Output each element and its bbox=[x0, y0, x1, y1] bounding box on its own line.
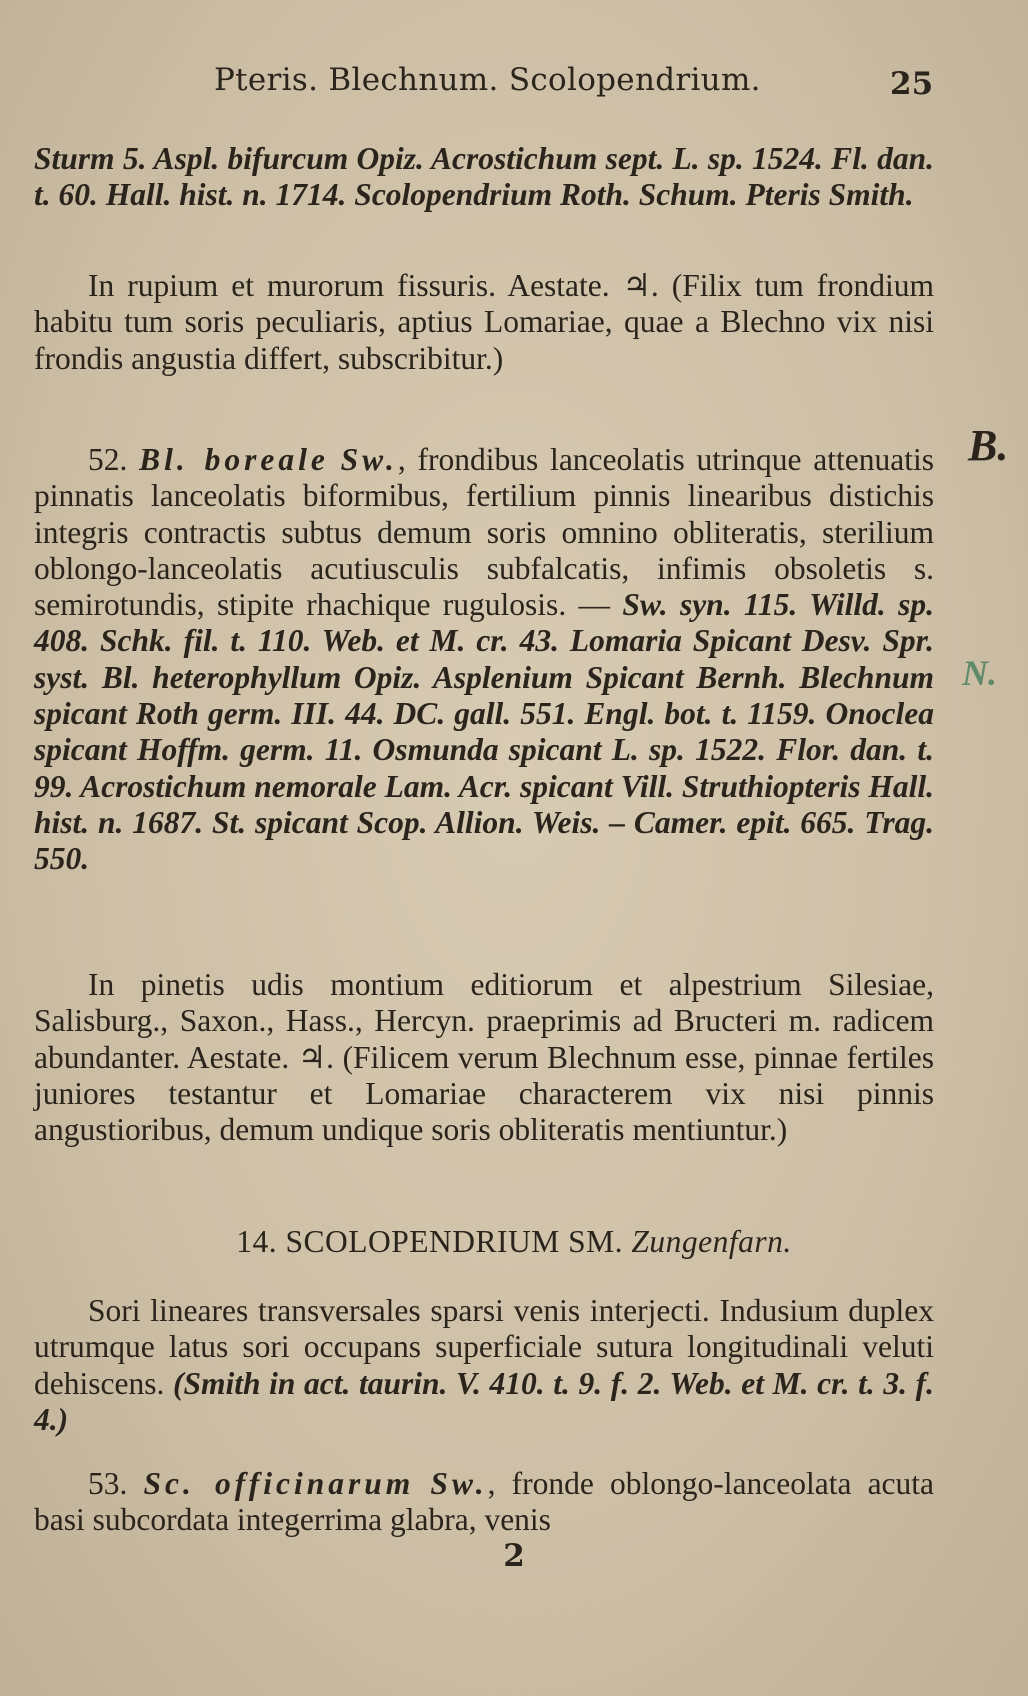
genus-description bbox=[34, 1293, 934, 1438]
page-header bbox=[0, 62, 1028, 106]
species-author: Sw. bbox=[430, 1466, 488, 1501]
signature-mark: 2 bbox=[503, 1538, 525, 1574]
species-synonymy: Sw. syn. 115. Willd. sp. 408. Schk. fil. t. 110. Web. et M. cr. 43. Lomaria Spicant Desv. Spr. syst. Bl. heterophyllum Opiz. Asplenium Spicant Bernh. Blechnum spicant Roth germ. III. 44. DC. gall. 551. Engl. bot. t. 1159. Onoclea spicant Hoffm. germ. 11. Osmunda spicant L. sp. 1522. Flor. dan. t. 99. Acrostichum nemorale Lam. Acr. spicant Vill. Struthiopteris Hall. hist. n. 1687. St. spicant Scop. Allion. Weis. – Camer. epit. 665. Trag. 550. bbox=[34, 587, 935, 877]
species-diagnosis: , frondibus lanceolatis utrinque attenuatis pinnatis lanceolatis biformibus, fertilium pinnis linearibus distichis integris contractis subtus demum soris omnino obliteratis, sterilium oblongo-lanceolatis acutiusculis subfalcatis, infimis obsoletis s. semirotundis, stipite rhachique rugulosis. — bbox=[34, 442, 935, 623]
genus-description-paragraph bbox=[34, 1293, 934, 1438]
habitat-block-2 bbox=[34, 967, 934, 1148]
species-entry-53 bbox=[34, 1466, 934, 1539]
genus-description-text: Sori lineares transversales sparsi venis interjecti. Indusium duplex utrumque latus sori occupans superficiale sutura longitudinali veluti dehiscens. bbox=[34, 1293, 934, 1401]
species-name: Sc. officinarum bbox=[143, 1466, 415, 1501]
genus-heading-main: 14. SCOLOPENDRIUM SM. bbox=[236, 1224, 624, 1259]
synonymy-block-1 bbox=[34, 141, 934, 214]
genus-reference: (Smith in act. taurin. V. 410. t. 9. f. 2. Web. et M. cr. t. 3. f. 4.) bbox=[34, 1365, 934, 1437]
species-number: 53. bbox=[88, 1466, 128, 1501]
species-entry-52 bbox=[34, 442, 934, 878]
habitat-text: In rupium et murorum fissuris. Aestate. ♃. (Filix tum frondium habitu tum soris peculiaris, aptius Lomariae, quae a Blechno vix nisi frondis angustia differt, subscribitur.) bbox=[34, 268, 934, 376]
margin-note-b: B. bbox=[968, 421, 1009, 470]
species-author: Sw. bbox=[340, 442, 398, 477]
habitat-text-2: In pinetis udis montium editiorum et alpestrium Silesiae, Salisburg., Saxon., Hass., Hercyn. praeprimis ad Bructeri m. radicem abundanter. Aestate. ♃. (Filicem verum Blechnum esse, pinnae fertiles juniores testantur et Lomariae characterem vix nisi pinnis angustioribus, demum undique soris obliteratis mentiuntur.) bbox=[34, 967, 934, 1148]
genus-heading bbox=[0, 1224, 1028, 1260]
genus-heading-common: Zungenfarn. bbox=[631, 1224, 792, 1259]
species-52-paragraph bbox=[34, 442, 934, 878]
species-number: 52. bbox=[88, 442, 128, 477]
species-53-paragraph bbox=[34, 1466, 934, 1539]
running-head: Pteris. Blechnum. Scolopendrium. bbox=[214, 62, 761, 98]
species-name: Bl. boreale bbox=[139, 442, 329, 477]
species-diagnosis: , fronde oblongo-lanceolata acuta basi subcordata integerrima glabra, venis bbox=[34, 1466, 935, 1538]
page-number: 25 bbox=[890, 66, 934, 102]
synonymy-text: Sturm 5. Aspl. bifurcum Opiz. Acrostichum sept. L. sp. 1524. Fl. dan. t. 60. Hall. hist. n. 1714. Scolopendrium Roth. Schum. Pteris Smith. bbox=[34, 141, 934, 213]
habitat-block-1 bbox=[34, 268, 934, 377]
margin-note-n: N. bbox=[962, 653, 997, 693]
